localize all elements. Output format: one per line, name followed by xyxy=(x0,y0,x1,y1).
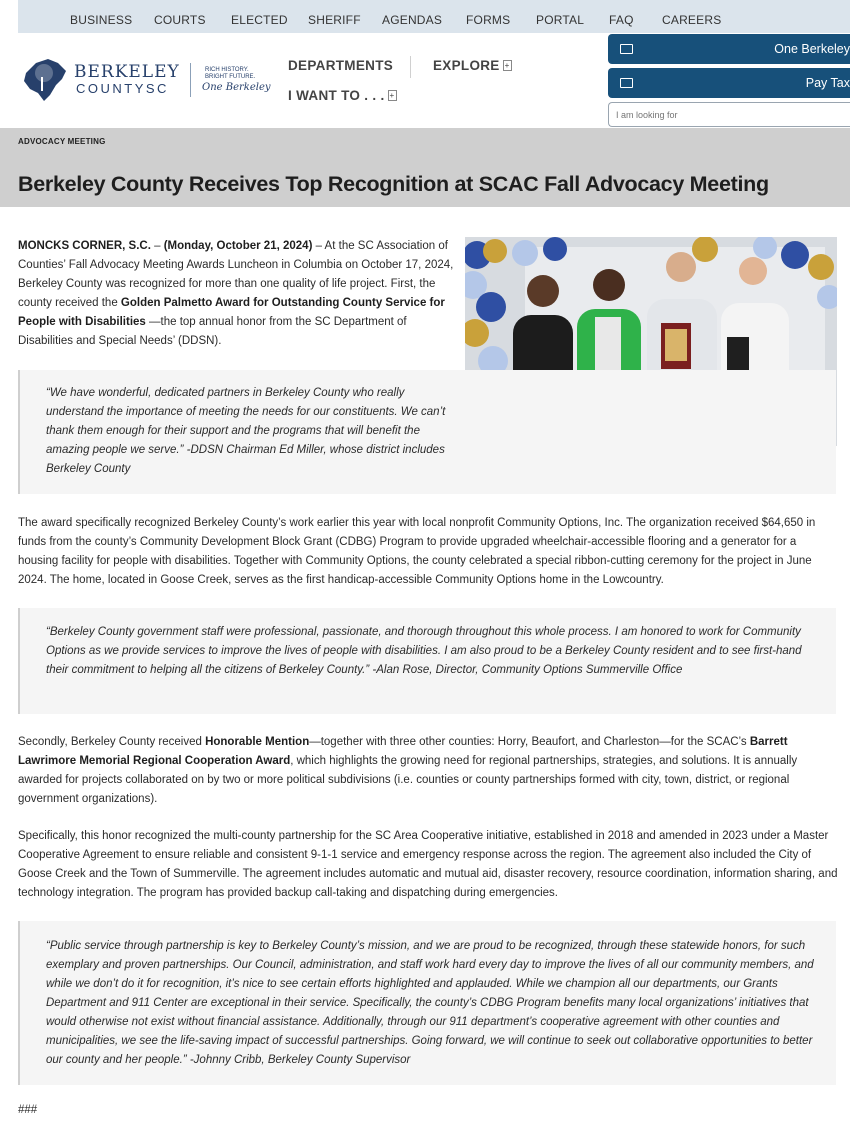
one-berkeley-button[interactable] xyxy=(608,34,850,64)
nav-separator xyxy=(410,56,411,78)
pay-tax-button[interactable] xyxy=(608,68,850,98)
quote-text: “We have wonderful, dedicated partners in Berkeley County who really understand the importance of meeting the needs for our constituents. We can’t thank them enough for their support and the programs that will benefit the amazing people we serve.” -DDSN Chairman Ed Miller, whose district includes Berkeley County xyxy=(46,387,446,475)
article-paragraph: Secondly, Berkeley County received Honorable Mention—together with three other counties: Horry, Beaufort, and Charleston—for the SCAC’s Barrett Lawrimore Memorial Regional Cooperation Award, which highlights the growing need for regional partnerships, strategies, and solutions. It is annually awarded for projects collaborated on by two or more political subdivisions (i.e. counties or county partnerships formed with city, town, district, or regional government organizations). xyxy=(18,736,798,805)
logo-name-line2: COUNTYSC xyxy=(76,81,169,96)
logo-name-line1: BERKELEY xyxy=(74,62,180,82)
article-paragraph: Specifically, this honor recognized the multi-county partnership for the SC Area Cooperative initiative, established in 2018 and amended in 2023 under a Master Cooperative Agreement to ensure reliable and consistent 9-1-1 service and emergency response across the region. The agreement also included the City of Goose Creek and the Town of Summerville. The agreement includes automatic and mutual aid, disaster recovery, resource coordination, information sharing, and technology integration. The program has provided backup call-taking and dispatching during emergencies. xyxy=(18,830,838,899)
county-map-icon xyxy=(22,55,72,105)
logo-divider xyxy=(190,63,191,97)
end-mark: ### xyxy=(18,1104,38,1116)
topnav-business[interactable]: BUSINESS xyxy=(70,13,133,27)
pay-tax-label: Pay Tax xyxy=(805,76,850,90)
page-title: Berkeley County Receives Top Recognition at SCAC Fall Advocacy Meeting xyxy=(18,172,769,196)
nav-explore[interactable]: EXPLORE + xyxy=(433,58,510,73)
article-date: (Monday, October 21, 2024) xyxy=(163,240,313,252)
quote-text: “Public service through partnership is key to Berkeley County’s mission, and we are proud to be recognized, through these statewide honors, for such exemplary and proven partnerships. Our Council, administration, and staff work hard every day to improve the lives of all our community members, and while we don’t do it for recognition, it’s nice to see certain efforts highlighted and applauded. While we champion all our departments, our Grants Department and 911 Center are exceptional in their service. Specifically, the county’s CDBG Program benefits many local organizations’ initiatives that would otherwise not exist without financial assistance. Additionally, through our 911 department’s cooperative agreement with other counties and municipalities, we see the life-saving impact of successful partnerships. Going forward, we will continue to seek out collaborative opportunities to better our county and her people.” -Johnny Cribb, Berkeley County Supervisor xyxy=(46,940,814,1066)
logo-tagline-script: One Berkeley xyxy=(202,82,271,93)
breadcrumb: ADVOCACY MEETING xyxy=(18,137,106,146)
search-input[interactable] xyxy=(608,102,850,127)
expand-icon: + xyxy=(389,91,395,100)
topnav-faq[interactable]: FAQ xyxy=(609,13,634,27)
quote-block xyxy=(18,370,836,494)
article-intro: MONCKS CORNER, S.C. – (Monday, October 21, 2024) – At the SC Association of Counties’ Fall Advocacy Meeting Awards Luncheon in Columbia on October 17, 2024, Berkeley County was recognized for more than one quality of life project. First, the county received the Golden Palmetto Award for Outstanding County Service for People with Disabilities —the top annual honor from the SC Department of Disabilities and Special Needs’ (DDSN). xyxy=(18,240,454,347)
topnav-agendas[interactable]: AGENDAS xyxy=(382,13,443,27)
nav-i-want-to[interactable]: I WANT TO . . . + xyxy=(288,88,395,103)
topnav-elected[interactable]: ELECTED xyxy=(231,13,288,27)
one-berkeley-label: One Berkeley xyxy=(774,42,850,56)
article-paragraph: The award specifically recognized Berkeley County’s work earlier this year with local nonprofit Community Options, Inc. The organization received $64,650 in funds from the county’s Community Development Block Grant (CDBG) Program to provide upgraded wheelchair-accessible flooring and a generator for a housing facility for people with disabilities. Together with Community Options, the county celebrated a special ribbon-cutting ceremony for the project in June 2024. The home, located in Goose Creek, serves as the first handicap-accessible Community Options home in the Lowcountry. xyxy=(18,517,816,586)
expand-icon: + xyxy=(504,61,510,70)
top-nav xyxy=(18,0,850,33)
logo-tagline: RICH HISTORY. BRIGHT FUTURE. xyxy=(205,67,256,80)
topnav-careers[interactable]: CAREERS xyxy=(662,13,722,27)
topnav-sheriff[interactable]: SHERIFF xyxy=(308,13,361,27)
id-card-icon xyxy=(620,44,633,54)
topnav-courts[interactable]: COURTS xyxy=(154,13,206,27)
quote-block xyxy=(18,921,836,1085)
honorable-mention: Honorable Mention xyxy=(205,736,310,748)
award-name: Golden Palmetto Award for Outstanding County Service for People with Disabilities xyxy=(18,297,445,328)
topnav-forms[interactable]: FORMS xyxy=(466,13,511,27)
nav-departments[interactable]: DEPARTMENTS xyxy=(288,58,394,73)
county-logo[interactable] xyxy=(22,55,272,105)
credit-card-icon xyxy=(620,78,633,88)
dateline: MONCKS CORNER, S.C. xyxy=(18,240,151,252)
topnav-portal[interactable]: PORTAL xyxy=(536,13,585,27)
quote-text: “Berkeley County government staff were professional, passionate, and thorough throughout this whole process. I am honored to work for Community Options as we provide services to improve the lives of people with disabilities. I am also proud to be a Berkeley County resident and to see first-hand their commitment to helping all the citizens of Berkeley County.” -Alan Rose, Director, Community Options Summerville Office xyxy=(46,626,802,676)
award-name: Barrett Lawrimore Memorial Regional Cooperation Award xyxy=(18,736,788,767)
quote-block xyxy=(18,608,836,714)
